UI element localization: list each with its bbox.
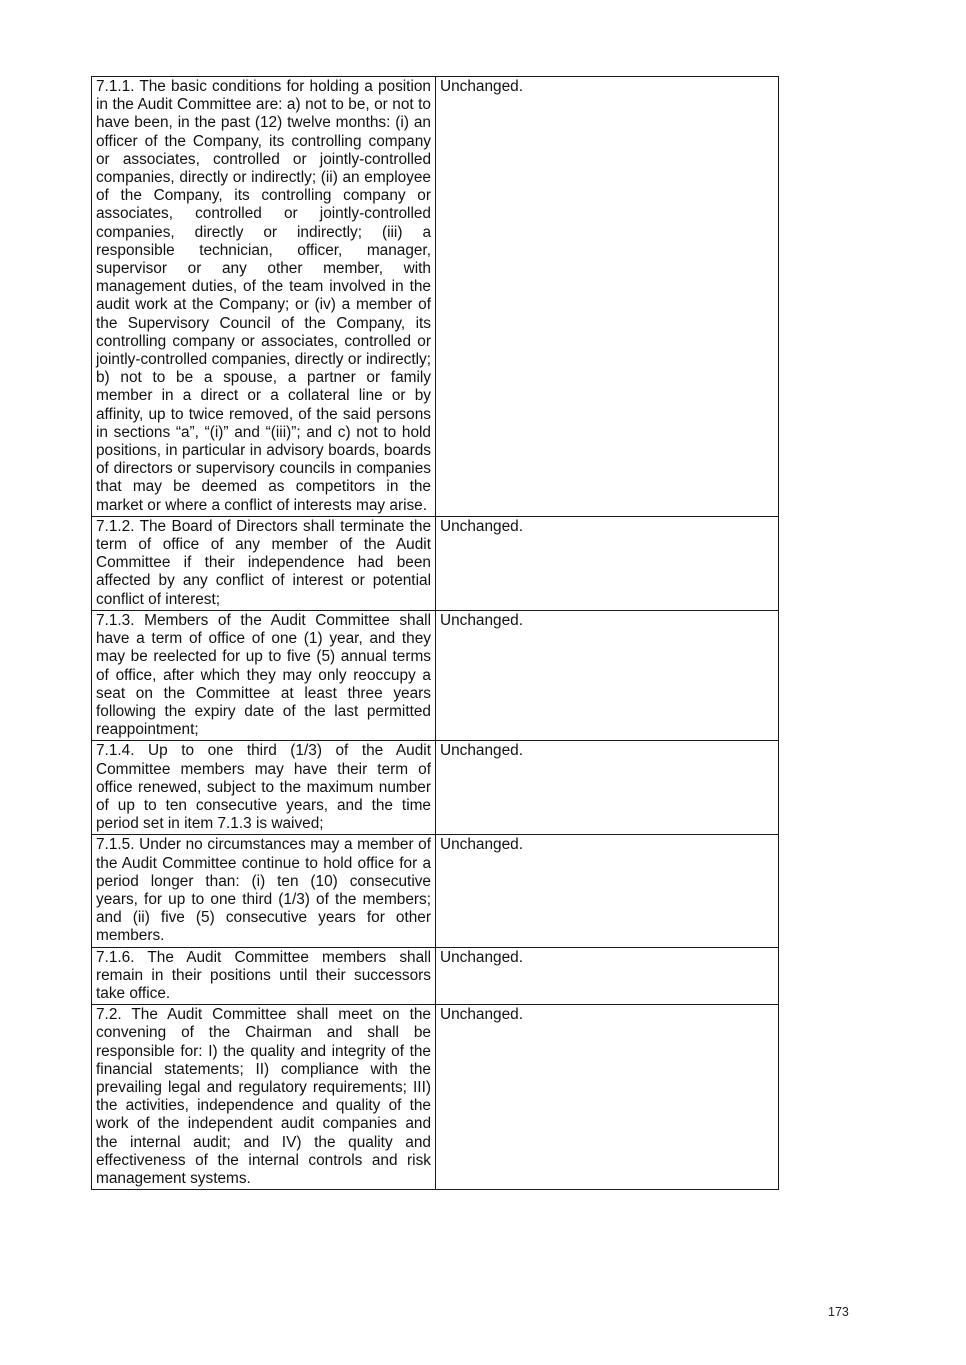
proposed-text-cell: Unchanged. [436,516,779,610]
current-text-cell: 7.1.3. Members of the Audit Committee shall have a term of office of one (1) year, and they may be reelected for up to five (5) annual terms of office, after which they may only reoccupy a seat on the Committee at least three years following the expiry date of the last permitted reappointment; [92,610,436,740]
table-row [92,516,779,610]
current-text-cell: 7.1.1. The basic conditions for holding a position in the Audit Committee are: a) not to be, or not to have been, in the past (12) twelve months: (i) an officer of the Company, its controlling company or associates, controlled or jointly-controlled companies, directly or indirectly; (ii) an employee of the Company, its controlling company or associates, controlled or jointly-controlled companies, directly or indirectly; (iii) a responsible technician, officer, manager, supervisor or any other member, with management duties, of the team involved in the audit work at the Company; or (iv) a member of the Supervisory Council of the Company, its controlling company or associates, controlled or jointly-controlled companies, directly or indirectly; b) not to be a spouse, a partner or family member in a direct or a collateral line or by affinity, up to twice removed, of the said persons in sections “a”, “(i)” and “(iii)”; and c) not to hold positions, in particular in advisory boards, boards of directors or supervisory councils in companies that may be deemed as competitors in the market or where a conflict of interests may arise. [92,77,436,517]
proposed-text-cell: Unchanged. [436,741,779,835]
current-text-cell: 7.1.4. Up to one third (1/3) of the Audit Committee members may have their term of office renewed, subject to the maximum number of up to ten consecutive years, and the time period set in item 7.1.3 is waived; [92,741,436,835]
current-text-cell: 7.1.6. The Audit Committee members shall remain in their positions until their successors take office. [92,947,436,1005]
current-text-cell: 7.1.5. Under no circumstances may a member of the Audit Committee continue to hold office for a period longer than: (i) ten (10) consecutive years, for up to one third (1/3) of the members; and (ii) five (5) consecutive years for other members. [92,835,436,947]
comparison-table [91,76,779,1190]
table-row [92,947,779,1005]
proposed-text-cell: Unchanged. [436,947,779,1005]
table-row [92,610,779,740]
current-text-cell: 7.2. The Audit Committee shall meet on the convening of the Chairman and shall be responsible for: I) the quality and integrity of the financial statements; II) compliance with the prevailing legal and regulatory requirements; III) the activities, independence and quality of the work of the independent audit companies and the internal audit; and IV) the quality and effectiveness of the internal controls and risk management systems. [92,1005,436,1190]
proposed-text-cell: Unchanged. [436,610,779,740]
table-row [92,1005,779,1190]
proposed-text-cell: Unchanged. [436,77,779,517]
proposed-text-cell: Unchanged. [436,835,779,947]
table-row [92,741,779,835]
current-text-cell: 7.1.2. The Board of Directors shall terminate the term of office of any member of the Audit Committee if their independence had been affected by any conflict of interest or potential conflict of interest; [92,516,436,610]
table-row [92,835,779,947]
table-row [92,77,779,517]
page-number: 173 [828,1305,849,1319]
proposed-text-cell: Unchanged. [436,1005,779,1190]
